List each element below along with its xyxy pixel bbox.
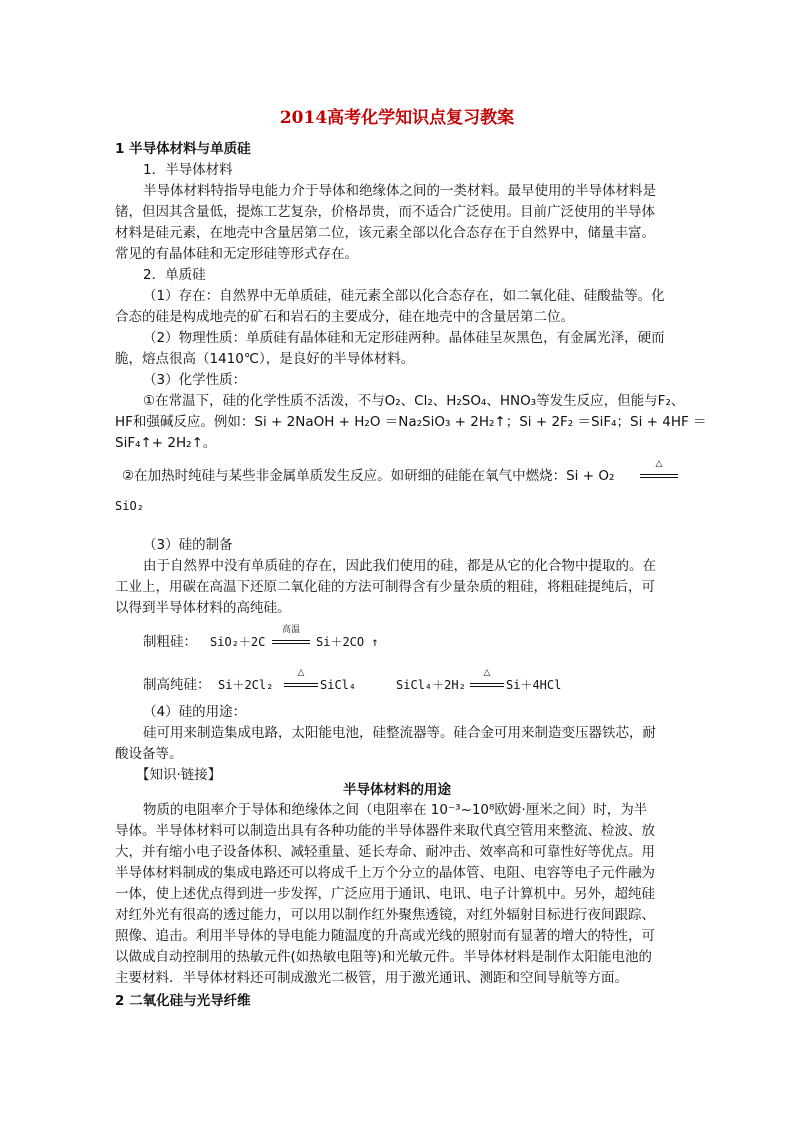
paragraph-line: 半导体材料特指导电能力介于导体和绝缘体之间的一类材料。最早使用的半导体材料是 (143, 183, 656, 199)
paragraph-line: HF和强碱反应。例如：Si + 2NaOH + H₂O ＝Na₂SiO₃ + 2H₂↑；Si + 2F₂ ＝SiF₄；Si + 4HF ＝ (115, 414, 707, 430)
paragraph-line: （1）存在：自然界中无单质硅，硅元素全部以化合态存在，如二氧化硅、硅酸盐等。化 (143, 288, 665, 304)
paragraph-line: 对红外光有很高的透过能力，可以用以制作红外聚焦透镜，对红外辐射目标进行夜间跟踪、 (115, 907, 655, 923)
paragraph-line: ①在常温下，硅的化学性质不活泼，不与O₂、Cl₂、H₂SO₄、HNO₃等发生反应，但能与F₂、 (143, 393, 685, 409)
paragraph-line: 锗，但因其含量低，提炼工艺复杂，价格昂贵，而不适合广泛使用。目前广泛使用的半导体 (115, 204, 655, 220)
paragraph-line: 材料是硅元素，在地壳中含量居第二位，该元素全部以化合态存在于自然界中，储量丰富。 (115, 225, 655, 241)
paragraph-line: 半导体材料制成的集成电路还可以将成千上万个分立的晶体管、电阻、电容等电子元件融为 (115, 865, 655, 881)
equation-label: 制高纯硅： (143, 677, 211, 693)
paragraph-line: 大，并有缩小电子设备体积、减轻重量、延长寿命、耐冲击、效率高和可靠性好等优点。用 (115, 844, 655, 860)
section-1-heading: 1 半导体材料与单质硅 (115, 141, 251, 157)
paragraph-line: 主要材料．半导体材料还可制成激光二极管，用于激光通讯、测距和空间导航等方面。 (115, 970, 628, 986)
paragraph-line: 酸设备等。 (115, 746, 183, 762)
heating-arrow: △ (470, 675, 504, 689)
uses-heading: （4）硅的用途： (143, 704, 247, 720)
knowledge-link-label: 【知识·链接】 (136, 767, 222, 783)
equation-products: SiCl₄ (320, 678, 357, 692)
paragraph-line: 合态的硅是构成地壳的矿石和岩石的主要成分，硅在地壳中的含量居第二位。 (115, 309, 574, 325)
equation-label: 制粗硅： (143, 634, 197, 650)
heating-arrow: △ (640, 466, 678, 480)
equation-products: Si＋4HCl (506, 678, 562, 692)
chem-properties-heading: （3）化学性质： (143, 372, 247, 388)
paragraph-line: 工业上，用碳在高温下还原二氧化硅的方法可制得含有少量杂质的粗硅，将粗硅提纯后，可 (115, 579, 655, 595)
paragraph-line: 常见的有晶体硅和无定形硅等形式存在。 (115, 246, 358, 262)
paragraph-line: （2）物理性质：单质硅有晶体硅和无定形硅两种。晶体硅呈灰黑色，有金属光泽，硬而 (143, 330, 665, 346)
paragraph-line: SiO₂ (115, 499, 144, 513)
paragraph-line: 物质的电阻率介于导体和绝缘体之间（电阻率在 10⁻³~10⁸欧姆·厘米之间）时，为半 (143, 802, 648, 818)
paragraph-line: 照像、追击。利用半导体的导电能力随温度的升高或光线的照射而有显著的增大的特性，可 (115, 928, 655, 944)
paragraph-line: 脆，熔点很高（1410℃），是良好的半导体材料。 (115, 351, 415, 367)
paragraph-line: ②在加热时纯硅与某些非金属单质发生反应。如研细的硅能在氧气中燃烧：Si + O₂ (122, 468, 615, 484)
equation-products: Si＋2CO ↑ (316, 635, 379, 649)
paragraph-line: 以得到半导体材料的高纯硅。 (115, 600, 291, 616)
paragraph-line: 由于自然界中没有单质硅的存在，因此我们使用的硅，都是从它的化合物中提取的。在 (143, 558, 656, 574)
paragraph-line: 导体。半导体材料可以制造出具有各种功能的半导体器件来取代真空管用来整流、检波、放 (115, 823, 655, 839)
paragraph-line: 以做成自动控制用的热敏元件(如热敏电阻等)和光敏元件。半导体材料是制作太阳能电池的 (115, 949, 653, 965)
equation-reactants: Si＋2Cl₂ (218, 678, 274, 692)
heating-arrow: △ (284, 675, 318, 689)
equation-reactants: SiO₂＋2C (210, 635, 266, 649)
subsection-1-1-heading: 1．半导体材料 (143, 162, 233, 178)
paragraph-line: SiF₄↑+ 2H₂↑。 (115, 435, 217, 451)
high-temp-arrow: 高温 (272, 632, 310, 646)
section-2-heading: 2 二氧化硅与光导纤维 (115, 993, 251, 1009)
equation-reactants: SiCl₄＋2H₂ (396, 678, 466, 692)
knowledge-link-title: 半导体材料的用途 (343, 782, 451, 798)
preparation-heading: （3）硅的制备 (143, 537, 233, 553)
subsection-1-2-heading: 2．单质硅 (143, 267, 206, 283)
paragraph-line: 一体，使上述优点得到进一步发挥，广泛应用于通讯、电讯、电子计算机中。另外，超纯硅 (115, 886, 655, 902)
document-title: 2014高考化学知识点复习教案 (279, 108, 515, 128)
paragraph-line: 硅可用来制造集成电路，太阳能电池，硅整流器等。硅合金可用来制造变压器铁芯，耐 (143, 725, 656, 741)
